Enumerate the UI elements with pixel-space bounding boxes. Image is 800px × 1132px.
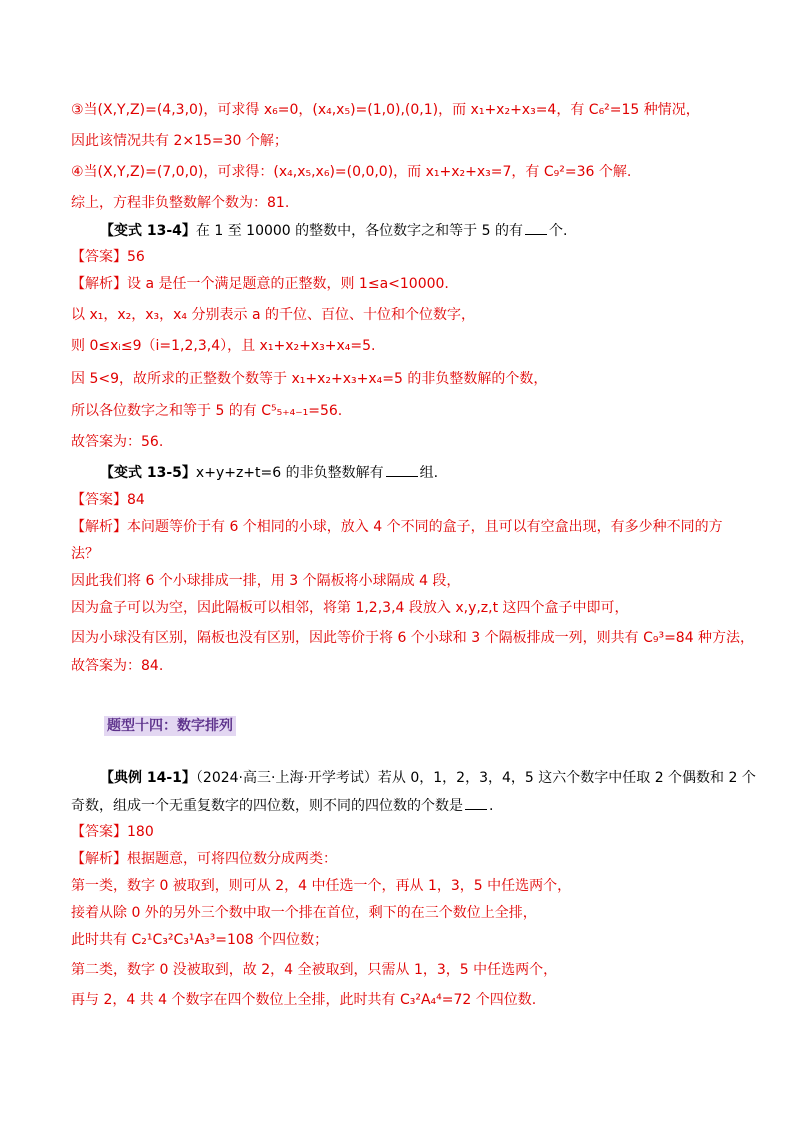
answer-13-5: 【答案】84 [71,492,145,508]
analysis-13-4-line-3: 则 0≤xᵢ≤9（i=1,2,3,4），且 x₁+x₂+x₃+x₄=5. [71,338,376,354]
case-4-line: ④当(X,Y,Z)=(7,0,0)，可求得：(x₄,x₅,x₆)=(0,0,0)，而 x₁+x₂+x₃=7，有 C₉²=36 个解. [71,164,632,180]
example-14-1-question-cont [71,795,760,816]
example-14-1-question [100,768,760,788]
analysis-13-4-line-4: 因 5<9，故所求的正整数个数等于 x₁+x₂+x₃+x₄=5 的非负整数解的个数， [71,371,548,387]
answer-13-4: 【答案】56 [71,249,145,265]
analysis-13-4-line-2: 以 x₁，x₂，x₃，x₄ 分别表示 a 的千位、百位、十位和个位数字， [71,307,475,323]
variant-13-5-question [100,462,760,483]
answer-blank [465,795,487,810]
analysis-13-5-conclusion: 故答案为：84. [71,658,164,674]
variant-13-5-text: x+y+z+t=6 的非负整数解有 [195,465,384,481]
summary-line: 综上，方程非负整数解个数为：81. [71,195,290,211]
example-14-1-text: （2024·高三·上海·开学考试）若从 0，1，2，3，4，5 这六个数字中任取 2 个偶数和 2 个 [195,770,756,786]
example-14-1-tail: . [489,798,494,814]
analysis-13-5-line-4: 因为盒子可以为空，因此隔板可以相邻，将第 1,2,3,4 段放入 x,y,z,t 这四个盒子中即可， [71,600,629,616]
analysis-14-1-line-4: 此时共有 C₂¹C₃²C₃¹A₃³=108 个四位数； [71,932,329,948]
variant-13-5-label: 【变式 13-5】 [100,465,196,481]
variant-13-4-tail: 个. [548,223,568,239]
variant-13-4-label: 【变式 13-4】 [100,223,196,239]
analysis-14-1-line-1: 【解析】根据题意，可将四位数分成两类： [71,851,337,867]
answer-blank [525,220,547,235]
analysis-14-1-line-2: 第一类，数字 0 被取到，则可从 2，4 中任选一个，再从 1，3，5 中任选两个， [71,878,572,894]
analysis-13-5-line-1: 【解析】本问题等价于有 6 个相同的小球，放入 4 个不同的盒子，且可以有空盒出现，有多少种不同的方 [71,519,723,535]
case-3-line: ③当(X,Y,Z)=(4,3,0)，可求得 x₆=0，(x₄,x₅)=(1,0),(0,1)，而 x₁+x₂+x₃=4，有 C₆²=15 种情况， [71,102,700,118]
analysis-13-4-line-1: 【解析】设 a 是任一个满足题意的正整数，则 1≤a<10000. [71,276,449,292]
variant-13-4-question [100,220,760,241]
analysis-13-4-conclusion: 故答案为：56. [71,434,164,450]
variant-13-4-text: 在 1 至 10000 的整数中，各位数字之和等于 5 的有 [195,223,523,239]
case-3-total-line: 因此该情况共有 2×15=30 个解； [71,133,288,149]
analysis-14-1-line-5: 第二类，数字 0 没被取到，故 2，4 全被取到，只需从 1，3，5 中任选两个， [71,962,558,978]
example-14-1-label: 【典例 14-1】 [100,770,196,786]
analysis-14-1-line-6: 再与 2，4 共 4 个数字在四个数位上全排，此时共有 C₃²A₄⁴=72 个四位数. [71,992,537,1008]
analysis-13-5-line-3: 因此我们将 6 个小球排成一排，用 3 个隔板将小球隔成 4 段， [71,573,461,589]
answer-blank [386,462,418,477]
section-title: 题型十四：数字排列 [104,716,236,736]
analysis-14-1-line-3: 接着从除 0 外的另外三个数中取一个排在首位，剩下的在三个数位上全排， [71,905,537,921]
answer-14-1: 【答案】180 [71,824,154,840]
analysis-13-4-line-5: 所以各位数字之和等于 5 的有 C⁵₅₊₄₋₁=56. [71,403,343,419]
analysis-13-5-line-5: 因为小球没有区别，隔板也没有区别，因此等价于将 6 个小球和 3 个隔板排成一列，则共有 C₉³=84 种方法， [71,630,755,646]
variant-13-5-tail: 组. [419,465,439,481]
example-14-1-text-cont: 奇数，组成一个无重复数字的四位数，则不同的四位数的个数是 [71,798,463,814]
analysis-13-5-line-2: 法？ [71,546,99,562]
